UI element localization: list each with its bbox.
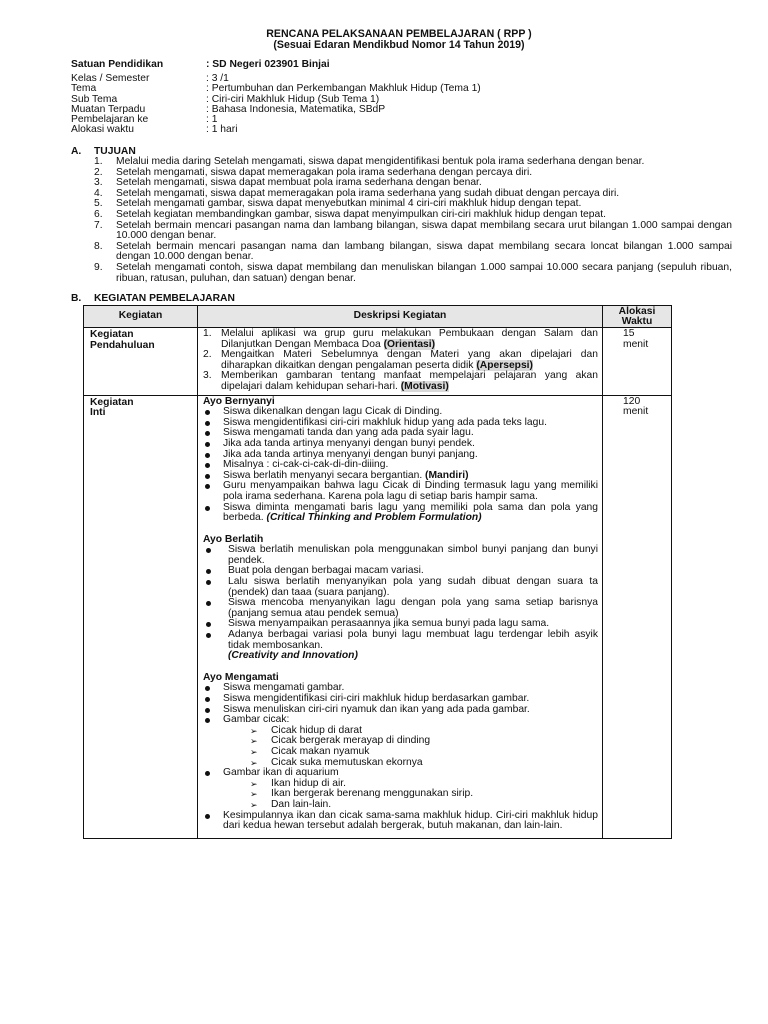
item-text: Kesimpulannya ikan dan cicak sama-sama makhluk hidup. Ciri-ciri makhluk hidup dari kedua hewan tersebut adalah bergerak, butuh makanan, dan lain-lain. <box>223 809 598 832</box>
list-item <box>203 630 598 662</box>
item-text: Siswa menyampaikan perasaannya jika semua bunyi pada lagu sama. <box>228 618 550 630</box>
bullet-icon <box>205 771 210 776</box>
ikan-list <box>223 779 598 811</box>
item-text: Cicak makan nyamuk <box>271 745 370 757</box>
item-text: Cicak hidup di darat <box>271 724 363 736</box>
list-item <box>203 598 598 619</box>
item-text: Lalu siswa berlatih menyanyikan pola yang sudah dibuat dengan suara ta (pendek) dan taaa (suara panjang). <box>228 576 598 598</box>
section-letter: A. <box>71 146 82 157</box>
bullet-icon <box>205 697 210 702</box>
item-text: Gambar ikan di aquarium <box>223 767 339 779</box>
list-item <box>203 577 598 598</box>
item-text: Siswa menuliskan ciri-ciri nyamuk dan ikan yang ada pada gambar. <box>223 703 530 715</box>
goal-number: 1. <box>94 156 103 167</box>
item-text: Cicak suka memutuskan ekornya <box>271 756 423 768</box>
item-text: Siswa dikenalkan dengan lagu Cicak di Dinding. <box>223 406 443 418</box>
identity-label: Alokasi waktu <box>71 124 134 136</box>
alloc-value: 120 <box>623 395 641 407</box>
step-text: Melalui aplikasi wa grup guru melakukan Pembukaan dengan Salam dan Dilanjutkan Dengan Membaca Doa <box>221 328 598 350</box>
table-row-pendahuluan <box>84 328 672 396</box>
item-tag: (Critical Thinking and Problem Formulation) <box>266 512 482 524</box>
arrow-bullet-icon: ➢ <box>250 757 258 768</box>
goal-text: Setelah mengamati, siswa dapat membuat pola irama sederhana dengan benar. <box>116 177 482 189</box>
list-item <box>203 329 598 350</box>
goal-number: 2. <box>94 166 103 178</box>
alloc-cell <box>603 328 672 396</box>
item-tag: (Creativity and Innovation) <box>228 650 358 662</box>
item-text: Ikan bergerak berenang menggunakan sirip. <box>271 788 474 800</box>
item-text: Siswa mengamati gambar. <box>223 682 345 694</box>
goals-list <box>94 157 732 284</box>
bullet-icon <box>206 633 211 638</box>
bullet-icon <box>205 474 210 479</box>
identity-label: Kelas / Semester <box>71 73 150 84</box>
step-number: 3. <box>203 370 212 382</box>
arrow-bullet-icon: ➢ <box>250 778 258 789</box>
item-text: Siswa mengidentifikasi ciri-ciri makhluk hidup yang ada pada teks lagu. <box>223 416 547 428</box>
arrow-bullet-icon: ➢ <box>250 725 258 736</box>
list-item <box>203 350 598 371</box>
goal-text: Setelah bermain mencari pasangan nama dan lambang bilangan, siswa dapat membilang secara urut bilangan 1.000 sampai dengan 10.000 dengan benar. <box>116 219 732 242</box>
item-text: Gambar cicak: <box>223 714 290 726</box>
title-line-1: RENCANA PELAKSANAAN PEMBELAJARAN ( RPP ) <box>266 28 532 40</box>
arrow-bullet-icon: ➢ <box>250 799 258 810</box>
title-line-2: (Sesuai Edaran Mendikbud Nomor 14 Tahun 2019) <box>273 38 525 51</box>
mengamati-list <box>203 683 598 831</box>
item-text: Siswa berlatih menyanyi secara bergantian. <box>223 469 426 481</box>
list-item <box>203 371 598 392</box>
identity-label: Satuan Pendidikan <box>71 59 164 70</box>
phase-label: Kegiatan <box>90 329 134 340</box>
identity-label: Tema <box>71 83 97 95</box>
goal-number: 6. <box>94 208 103 220</box>
subheading-ayo-mengamati: Ayo Mengamati <box>203 671 279 683</box>
item-text: Siswa mengamati tanda dan yang ada pada syair lagu. <box>223 427 474 439</box>
bullet-icon <box>206 548 211 553</box>
arrow-bullet-icon: ➢ <box>250 789 258 800</box>
goal-text: Setelah bermain mencari pasangan nama dan lambang bilangan, siswa dapat membilang secara loncat bilangan 1.000 sampai dengan 10.000 dengan benar. <box>116 240 732 263</box>
bullet-icon <box>205 814 210 819</box>
cicak-list <box>223 726 598 768</box>
table-header-row <box>84 306 672 328</box>
table-row-inti <box>84 395 672 838</box>
bullet-icon <box>205 484 210 489</box>
arrow-bullet-icon: ➢ <box>250 746 258 757</box>
phase-cell <box>84 328 198 396</box>
identity-label: Sub Tema <box>71 93 118 105</box>
goal-text: Setelah mengamati contoh, siswa dapat membilang dan menuliskan bilangan 1.000 sampai 10.000 secara panjang (sepuluh ribuan, ribuan, ratusan, puluhan, dan satuan) dengan benar. <box>116 261 732 284</box>
subheading-ayo-berlatih: Ayo Berlatih <box>203 533 264 545</box>
item-text: Guru menyampaikan bahwa lagu Cicak di Dinding termasuk lagu yang memiliki pola irama sederhana. Karena pola lagu di setiap baris hampir sama. <box>223 480 598 502</box>
step-text: Memberikan gambaran tentang manfaat mempelajari pelajaran yang akan dipelajari dalam kehidupan sehari-hari. <box>221 370 598 392</box>
item-tag: (Mandiri) <box>425 469 469 481</box>
step-tag: (Orientasi) <box>383 338 436 350</box>
item-text: Siswa mengidentifikasi ciri-ciri makhluk hidup berdasarkan gambar. <box>223 693 530 704</box>
list-item <box>203 503 598 524</box>
section-title: KEGIATAN PEMBELAJARAN <box>94 293 235 304</box>
goal-item <box>94 242 732 263</box>
goal-number: 8. <box>94 240 103 252</box>
step-number: 2. <box>203 349 212 361</box>
goal-number: 5. <box>94 198 103 210</box>
bullet-icon <box>205 431 210 436</box>
phase-cell <box>84 395 198 838</box>
item-text: Siswa diminta mengamati baris lagu yang memiliki pola sama dan pola yang berbeda. <box>223 501 598 524</box>
step-text: Mengaitkan Materi Sebelumnya dengan Materi yang akan dipelajari dan diharapkan dikaitkan dengan pengalaman peserta didik <box>221 349 598 371</box>
item-text: Siswa berlatih menuliskan pola menggunakan simbol bunyi panjang dan bunyi pendek. <box>228 544 598 566</box>
subheading-ayo-bernyanyi: Ayo Bernyanyi <box>203 395 275 407</box>
item-text: Ikan hidup di air. <box>271 777 346 789</box>
identity-value: : Pertumbuhan dan Perkembangan Makhluk Hidup (Tema 1) <box>206 83 481 95</box>
identity-value: : 1 hari <box>206 124 238 136</box>
bullet-icon <box>205 453 210 458</box>
bullet-icon <box>205 708 210 713</box>
goal-item <box>94 263 732 284</box>
item-text: Adanya berbagai variasi pola bunyi lagu membuat lagu terdengar lebih asyik tidak membosankan. <box>228 629 598 651</box>
opening-steps <box>203 329 598 393</box>
header-alokasi: Alokasi Waktu <box>603 306 672 328</box>
arrow-bullet-icon: ➢ <box>250 736 258 747</box>
identity-value: : Bahasa Indonesia, Matematika, SBdP <box>206 103 386 115</box>
list-item <box>203 768 598 810</box>
identity-label: Pembelajaran ke <box>71 114 149 126</box>
phase-label: Kegiatan <box>90 396 134 408</box>
item-text: Misalnya : ci-cak-ci-cak-di-din-diiing. <box>223 459 389 471</box>
goal-text: Setelah mengamati, siswa dapat memeragakan pola irama sederhana yang sudah dibuat dengan percaya diri. <box>116 187 620 199</box>
description-cell <box>198 395 603 838</box>
goal-number: 3. <box>94 177 103 189</box>
activities-table <box>83 305 672 839</box>
bernyanyi-list <box>203 407 598 524</box>
alloc-cell <box>603 395 672 838</box>
bullet-icon <box>205 506 210 511</box>
document-title <box>0 29 768 50</box>
header-kegiatan: Kegiatan <box>84 306 198 328</box>
item-text: Jika ada tanda artinya menyanyi dengan bunyi pendek. <box>223 437 475 449</box>
bullet-icon <box>206 622 211 627</box>
identity-value: : SD Negeri 023901 Binjai <box>206 59 330 70</box>
phase-label: Inti <box>90 407 106 419</box>
alloc-value: 15 <box>623 328 635 339</box>
phase-label: Pendahuluan <box>90 339 155 351</box>
identity-value: : Ciri-ciri Makhluk Hidup (Sub Tema 1) <box>206 93 380 105</box>
goal-number: 9. <box>94 261 103 273</box>
goal-text: Setelah kegiatan membandingkan gambar, siswa dapat menyimpulkan ciri-ciri makhluk hidup dengan tepat. <box>116 208 606 220</box>
identity-label: Muatan Terpadu <box>71 103 146 115</box>
section-title: TUJUAN <box>94 146 136 157</box>
step-tag: (Motivasi) <box>400 380 449 392</box>
step-number: 1. <box>203 328 212 339</box>
item-text: Buat pola dengan berbagai macam variasi. <box>228 565 424 577</box>
list-item <box>203 545 598 566</box>
list-item <box>203 481 598 502</box>
goal-number: 7. <box>94 219 103 231</box>
bullet-icon <box>205 686 210 691</box>
item-text: Siswa mencoba menyanyikan lagu dengan pola yang sama setiap barisnya (panjang semua atau pendek semua) <box>228 597 598 619</box>
section-b-heading <box>71 294 235 305</box>
list-item <box>203 811 598 832</box>
alloc-unit: menit <box>623 338 649 350</box>
identity-value: : 3 /1 <box>206 73 229 84</box>
item-text: Cicak bergerak merayap di dinding <box>271 735 431 747</box>
bullet-icon <box>205 718 210 723</box>
berlatih-list <box>203 545 598 662</box>
section-letter: B. <box>71 293 82 304</box>
bullet-icon <box>205 463 210 468</box>
goal-text: Setelah mengamati gambar, siswa dapat menyebutkan minimal 4 ciri-ciri makhluk hidup dengan tepat. <box>116 198 582 210</box>
header-deskripsi: Deskripsi Kegiatan <box>198 306 603 328</box>
list-item <box>203 715 598 768</box>
bullet-icon <box>206 601 211 606</box>
item-text: Dan lain-lain. <box>271 798 332 810</box>
description-cell <box>198 328 603 396</box>
step-tag: (Apersepsi) <box>476 359 533 371</box>
goal-number: 4. <box>94 187 103 199</box>
bullet-icon <box>205 442 210 447</box>
bullet-icon <box>205 410 210 415</box>
identity-value: : 1 <box>206 114 218 126</box>
bullet-icon <box>206 580 211 585</box>
item-text: Jika ada tanda artinya menyanyi dengan bunyi panjang. <box>223 448 478 460</box>
bullet-icon <box>206 569 211 574</box>
goal-text: Melalui media daring Setelah mengamati, siswa dapat mengidentifikasi bentuk pola irama sederhana dengan benar. <box>116 156 645 167</box>
goal-text: Setelah mengamati, siswa dapat memeragakan pola irama sederhana dengan percaya diri. <box>116 166 533 178</box>
alloc-unit: menit <box>623 406 649 418</box>
bullet-icon <box>205 421 210 426</box>
goal-item <box>94 221 732 242</box>
